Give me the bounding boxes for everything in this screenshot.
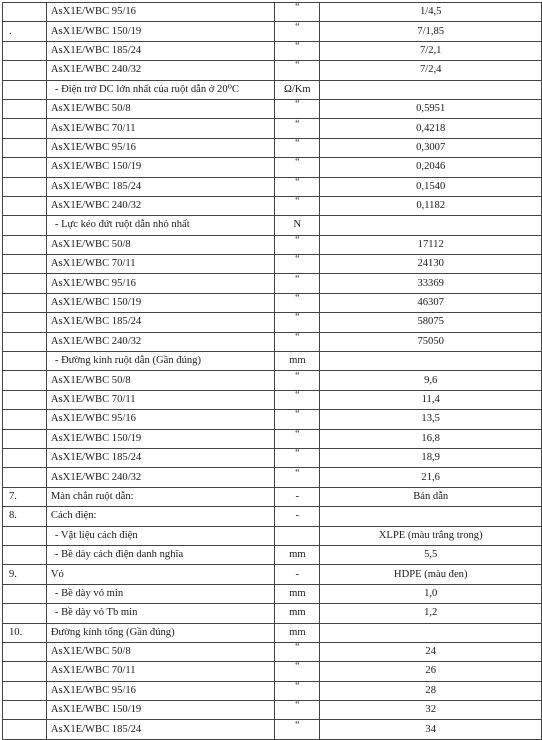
table-row <box>3 235 542 254</box>
row-label-cell <box>46 41 274 60</box>
row-number <box>3 138 47 157</box>
row-label-cell <box>46 274 274 293</box>
row-label: AsX1E/WBC 150/19 <box>50 432 142 444</box>
row-number <box>3 255 47 274</box>
row-unit-cell <box>275 468 320 487</box>
row-number <box>3 332 47 351</box>
row-label: AsX1E/WBC 70/11 <box>50 258 136 270</box>
row-label-cell <box>46 99 274 118</box>
row-number <box>3 196 47 215</box>
row-unit-cell <box>275 623 320 642</box>
row-label: AsX1E/WBC 150/19 <box>50 297 142 309</box>
row-value: 0,4218 <box>320 119 542 138</box>
table-row <box>3 158 542 177</box>
row-label: AsX1E/WBC 95/16 <box>50 141 136 153</box>
row-label: AsX1E/WBC 240/32 <box>50 335 142 347</box>
row-unit: mm <box>289 607 306 619</box>
row-label: AsX1E/WBC 70/11 <box>50 665 136 677</box>
table-row <box>3 604 542 623</box>
row-label-cell <box>46 352 274 371</box>
row-label: - Bề dày vỏ min <box>54 587 124 599</box>
row-number <box>3 526 47 545</box>
row-label-cell <box>46 662 274 681</box>
row-number: 9. <box>3 565 47 584</box>
row-unit-cell <box>275 119 320 138</box>
row-unit: “ <box>295 719 300 731</box>
row-label-cell <box>46 293 274 312</box>
row-label-cell <box>46 584 274 603</box>
row-label-cell <box>46 410 274 429</box>
row-label: AsX1E/WBC 150/19 <box>50 25 142 37</box>
row-label-cell <box>46 390 274 409</box>
table-row <box>3 332 542 351</box>
row-label: AsX1E/WBC 150/19 <box>50 161 142 173</box>
row-label-cell <box>46 216 274 235</box>
row-label: AsX1E/WBC 50/8 <box>50 103 131 115</box>
row-number: 8. <box>3 507 47 526</box>
table-row <box>3 642 542 661</box>
row-number <box>3 662 47 681</box>
row-unit-cell <box>275 642 320 661</box>
row-unit-cell <box>275 701 320 720</box>
row-value: 1,0 <box>320 584 542 603</box>
row-label-cell <box>46 158 274 177</box>
row-number <box>3 584 47 603</box>
row-unit: “ <box>295 312 300 324</box>
row-value: 0,5951 <box>320 99 542 118</box>
row-value: Bán dẫn <box>320 487 542 506</box>
row-value: 7/1,85 <box>320 22 542 41</box>
row-label: AsX1E/WBC 95/16 <box>50 684 136 696</box>
row-unit: mm <box>289 549 306 561</box>
row-label: AsX1E/WBC 150/19 <box>50 704 142 716</box>
row-value: 32 <box>320 701 542 720</box>
row-number <box>3 448 47 467</box>
table-row <box>3 410 542 429</box>
row-value: 9,6 <box>320 371 542 390</box>
row-number <box>3 177 47 196</box>
row-label-cell <box>46 604 274 623</box>
row-unit-cell <box>275 196 320 215</box>
row-label-cell <box>46 196 274 215</box>
table-row <box>3 352 542 371</box>
row-value: 0,1182 <box>320 196 542 215</box>
row-unit: mm <box>289 355 306 367</box>
table-row <box>3 216 542 235</box>
row-unit-cell <box>275 584 320 603</box>
row-number <box>3 352 47 371</box>
row-label: - Bề dày vỏ Tb min <box>54 607 138 619</box>
row-label-cell <box>46 332 274 351</box>
row-unit-cell <box>275 293 320 312</box>
table-row <box>3 196 542 215</box>
row-label-cell <box>46 235 274 254</box>
row-label: AsX1E/WBC 185/24 <box>50 723 142 735</box>
row-value: 33369 <box>320 274 542 293</box>
row-label-cell <box>46 507 274 526</box>
row-unit-cell <box>275 332 320 351</box>
row-unit-cell <box>275 235 320 254</box>
row-label-cell <box>46 487 274 506</box>
row-label: AsX1E/WBC 185/24 <box>50 44 142 56</box>
row-value: 1/4,5 <box>320 3 542 22</box>
row-number <box>3 468 47 487</box>
row-unit-cell <box>275 41 320 60</box>
row-label: - Bề dày cách điện danh nghĩa <box>54 549 184 561</box>
row-label-cell <box>46 61 274 80</box>
row-unit: “ <box>295 60 300 72</box>
row-label: AsX1E/WBC 185/24 <box>50 316 142 328</box>
row-value: 26 <box>320 662 542 681</box>
row-unit: mm <box>289 626 306 638</box>
spec-table <box>2 2 542 740</box>
row-unit: “ <box>295 293 300 305</box>
row-value: 16,8 <box>320 429 542 448</box>
row-unit: “ <box>295 99 300 111</box>
row-unit: “ <box>295 41 300 52</box>
table-row <box>3 41 542 60</box>
row-value: XLPE (màu trắng trong) <box>320 526 542 545</box>
row-value: 0,3007 <box>320 138 542 157</box>
row-unit: - <box>295 490 300 502</box>
row-unit: mm <box>289 587 306 599</box>
row-number <box>3 429 47 448</box>
row-value: 11,4 <box>320 390 542 409</box>
table-row <box>3 177 542 196</box>
row-unit: “ <box>295 21 300 33</box>
row-label-cell <box>46 468 274 487</box>
row-unit-cell <box>275 216 320 235</box>
row-label-cell <box>46 80 274 99</box>
row-label-cell <box>46 448 274 467</box>
row-number <box>3 390 47 409</box>
row-label-cell <box>46 642 274 661</box>
row-label-cell <box>46 545 274 564</box>
row-number <box>3 545 47 564</box>
table-row <box>3 565 542 584</box>
row-label-cell <box>46 371 274 390</box>
row-unit-cell <box>275 604 320 623</box>
row-number: . <box>3 22 47 41</box>
row-value: 18,9 <box>320 448 542 467</box>
row-label: AsX1E/WBC 95/16 <box>50 413 136 425</box>
row-label: AsX1E/WBC 50/8 <box>50 646 131 658</box>
row-unit: “ <box>295 2 300 14</box>
row-value <box>320 216 542 235</box>
row-unit: N <box>293 219 302 231</box>
table-row <box>3 448 542 467</box>
table-row <box>3 468 542 487</box>
table-row <box>3 80 542 99</box>
row-value: 13,5 <box>320 410 542 429</box>
row-unit-cell <box>275 410 320 429</box>
spec-table-body <box>3 3 542 740</box>
row-unit-cell <box>275 545 320 564</box>
table-row <box>3 390 542 409</box>
row-value: 34 <box>320 720 542 739</box>
table-row <box>3 99 542 118</box>
row-unit: “ <box>295 642 300 654</box>
row-label-cell <box>46 22 274 41</box>
row-unit-cell <box>275 390 320 409</box>
table-row <box>3 720 542 739</box>
row-unit: “ <box>295 409 300 421</box>
table-row <box>3 662 542 681</box>
row-value <box>320 623 542 642</box>
row-unit: “ <box>295 254 300 266</box>
row-label-cell <box>46 429 274 448</box>
row-unit-cell <box>275 99 320 118</box>
row-unit-cell <box>275 448 320 467</box>
row-value <box>320 507 542 526</box>
row-unit: - <box>295 510 300 522</box>
row-unit: “ <box>295 332 300 343</box>
row-number <box>3 293 47 312</box>
table-row <box>3 507 542 526</box>
row-unit-cell <box>275 255 320 274</box>
row-value: 24 <box>320 642 542 661</box>
table-row <box>3 119 542 138</box>
row-number <box>3 235 47 254</box>
row-unit: “ <box>295 177 300 188</box>
row-number: 10. <box>3 623 47 642</box>
row-label-cell <box>46 720 274 739</box>
row-number <box>3 80 47 99</box>
row-value: 5,5 <box>320 545 542 564</box>
table-row <box>3 701 542 720</box>
row-value: 28 <box>320 681 542 700</box>
row-label: AsX1E/WBC 185/24 <box>50 452 142 464</box>
row-label: Đường kính tổng (Gần đúng) <box>50 626 175 638</box>
row-unit-cell <box>275 662 320 681</box>
row-unit: “ <box>295 118 300 130</box>
row-label: - Đường kính ruột dẫn (Gần đúng) <box>54 355 201 367</box>
table-row <box>3 255 542 274</box>
row-unit-cell <box>275 720 320 739</box>
row-label-cell <box>46 565 274 584</box>
row-number <box>3 604 47 623</box>
row-unit: “ <box>295 138 300 149</box>
table-row <box>3 274 542 293</box>
row-label: AsX1E/WBC 70/11 <box>50 394 136 405</box>
row-unit: “ <box>295 429 300 440</box>
table-row <box>3 623 542 642</box>
row-label: AsX1E/WBC 50/8 <box>50 374 131 386</box>
row-unit: “ <box>295 235 300 246</box>
row-unit-cell <box>275 274 320 293</box>
row-number <box>3 216 47 235</box>
row-value: 0,2046 <box>320 158 542 177</box>
row-number: 7. <box>3 487 47 506</box>
row-value: 0,1540 <box>320 177 542 196</box>
row-number <box>3 158 47 177</box>
row-value: 1,2 <box>320 604 542 623</box>
row-unit: “ <box>295 196 300 208</box>
row-unit: “ <box>295 157 300 169</box>
row-unit: “ <box>295 273 300 285</box>
row-label-cell <box>46 313 274 332</box>
row-unit-cell <box>275 565 320 584</box>
row-value: 7/2,4 <box>320 61 542 80</box>
row-value: HDPE (màu đen) <box>320 565 542 584</box>
row-value: 58075 <box>320 313 542 332</box>
table-row <box>3 526 542 545</box>
row-unit: “ <box>295 681 300 692</box>
row-label-cell <box>46 526 274 545</box>
row-label: AsX1E/WBC 240/32 <box>50 471 142 483</box>
table-row <box>3 61 542 80</box>
row-unit-cell <box>275 138 320 157</box>
row-label-cell <box>46 255 274 274</box>
row-label-cell <box>46 177 274 196</box>
row-number <box>3 642 47 661</box>
row-value: 75050 <box>320 332 542 351</box>
row-label: AsX1E/WBC 50/8 <box>50 238 131 250</box>
row-label: AsX1E/WBC 240/32 <box>50 200 142 212</box>
row-unit-cell <box>275 526 320 545</box>
row-label: - Điện trở DC lớn nhất của ruột dẫn ở 20⁰C <box>54 83 239 95</box>
row-label: Vỏ <box>50 568 64 580</box>
row-unit: Ω/Km <box>283 83 311 95</box>
table-row <box>3 584 542 603</box>
row-number <box>3 313 47 332</box>
row-number <box>3 701 47 720</box>
row-unit-cell <box>275 80 320 99</box>
table-row <box>3 313 542 332</box>
row-number <box>3 371 47 390</box>
table-row <box>3 138 542 157</box>
row-unit: “ <box>295 448 300 460</box>
table-row <box>3 22 542 41</box>
table-row <box>3 487 542 506</box>
row-label-cell <box>46 3 274 22</box>
row-unit-cell <box>275 3 320 22</box>
row-number <box>3 274 47 293</box>
row-value <box>320 352 542 371</box>
row-number <box>3 410 47 429</box>
row-value: 17112 <box>320 235 542 254</box>
row-value: 46307 <box>320 293 542 312</box>
row-unit-cell <box>275 22 320 41</box>
row-unit-cell <box>275 429 320 448</box>
row-unit: - <box>295 568 300 580</box>
row-number <box>3 99 47 118</box>
row-number <box>3 720 47 739</box>
row-label: AsX1E/WBC 240/32 <box>50 64 142 76</box>
row-number <box>3 119 47 138</box>
row-unit: “ <box>295 390 300 401</box>
row-label-cell <box>46 623 274 642</box>
row-unit-cell <box>275 313 320 332</box>
row-value: 7/2,1 <box>320 41 542 60</box>
row-unit: “ <box>295 661 300 673</box>
row-unit-cell <box>275 158 320 177</box>
row-unit-cell <box>275 487 320 506</box>
row-label: - Lực kéo đứt ruột dẫn nhỏ nhất <box>54 219 190 231</box>
row-unit: “ <box>295 467 300 479</box>
row-label: AsX1E/WBC 70/11 <box>50 122 136 134</box>
row-label-cell <box>46 701 274 720</box>
row-number <box>3 3 47 22</box>
row-value: 24130 <box>320 255 542 274</box>
row-label-cell <box>46 119 274 138</box>
row-number <box>3 41 47 60</box>
row-label: AsX1E/WBC 95/16 <box>50 6 136 18</box>
row-unit-cell <box>275 352 320 371</box>
row-unit: “ <box>295 700 300 712</box>
row-value <box>320 80 542 99</box>
row-value: 21,6 <box>320 468 542 487</box>
row-unit-cell <box>275 177 320 196</box>
row-unit-cell <box>275 61 320 80</box>
row-label: Cách điện: <box>50 510 97 522</box>
row-label-cell <box>46 138 274 157</box>
row-label: Màn chắn ruột dẫn: <box>50 490 134 502</box>
table-row <box>3 3 542 22</box>
table-row <box>3 429 542 448</box>
row-unit-cell <box>275 371 320 390</box>
row-unit: “ <box>295 370 300 382</box>
row-label: - Vật liệu cách điện <box>54 529 138 541</box>
table-row <box>3 293 542 312</box>
row-number <box>3 61 47 80</box>
row-label: AsX1E/WBC 95/16 <box>50 277 136 289</box>
row-label: AsX1E/WBC 185/24 <box>50 180 142 192</box>
row-unit-cell <box>275 507 320 526</box>
table-row <box>3 371 542 390</box>
table-row <box>3 545 542 564</box>
